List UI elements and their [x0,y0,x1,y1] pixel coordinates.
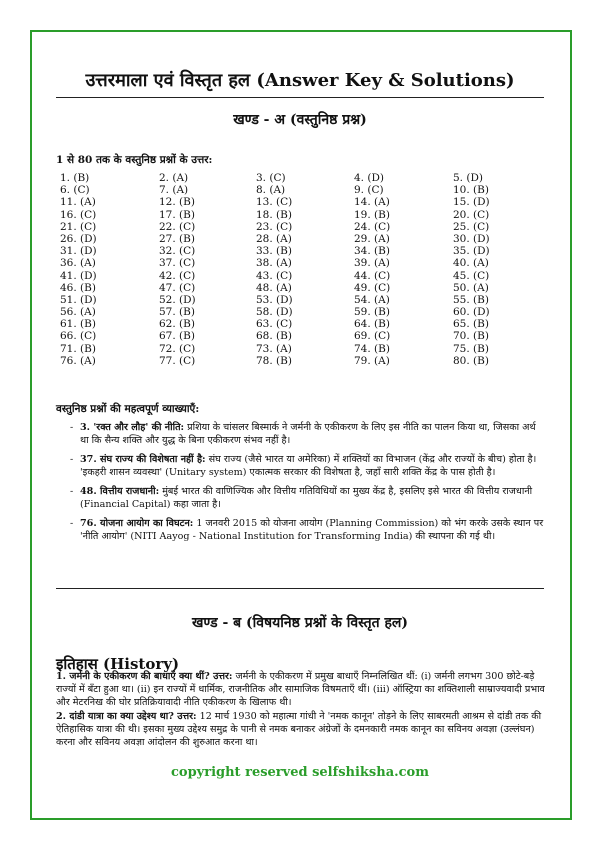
explanation-item [70,453,546,479]
answer-item: 7. (A) [159,184,189,197]
answer-item: 46. (B) [60,281,96,294]
answer-item: 35. (D) [453,245,490,258]
answer-item: 26. (D) [60,232,97,245]
answer-item: 22. (C) [159,220,196,233]
answer-item: 61. (B) [60,318,96,331]
answer-item: 10. (B) [453,184,489,197]
history-title: इतिहास (History) [56,655,180,673]
answer-item: 23. (C) [256,220,293,233]
answer-item: 3. (C) [256,172,286,184]
bullet-dash: - [70,454,74,465]
copyright-footer: copyright reserved selfshiksha.com [171,765,429,780]
answer-item: 42. (C) [159,269,196,282]
question-2-answer: 12 मार्च 1930 को महात्मा गांधी ने 'नमक कानून' तोड़ने के लिए साबरमती आश्रम से दांडी तक की ऐतिहासिक यात्रा की थी। इसका मुख्य उद्देश्य समुद्र के पानी से नमक बनाकर अंग्रेजों के दमनकारी नमक कानून का सविनय अवज्ञा (उल्लंघन) करना और सविनय अवज्ञा आंदोलन की शुरुआत करना था। [56,711,542,748]
answer-item: 38. (A) [256,257,292,270]
answer-item: 11. (A) [60,196,96,209]
answer-item: 79. (A) [354,354,390,367]
answer-item: 28. (A) [256,232,292,245]
divider [56,588,544,589]
answer-item: 25. (C) [453,220,490,233]
explanation-item [70,485,546,511]
answer-item: 50. (A) [453,281,489,294]
answer-item: 12. (B) [159,196,195,209]
page-title: उत्तरमाला एवं विस्तृत हल (Answer Key & Solutions) [85,70,515,91]
answer-item: 64. (B) [354,318,390,331]
explanations-heading: वस्तुनिष्ठ प्रश्नों की महत्वपूर्ण व्याख्याएँ: [56,403,200,415]
divider [56,97,544,98]
answer-item: 65. (B) [453,318,489,331]
explanation-item [70,517,546,543]
explanation-label: 3. 'रक्त और लौह' की नीति: [80,422,185,433]
answer-item: 78. (B) [256,354,292,367]
section-b-heading: खण्ड - ब (विषयनिष्ठ प्रश्नों के विस्तृत हल) [191,615,408,631]
explanation-text [80,485,546,511]
explanation-body: प्रशिया के चांसलर बिस्मार्क ने जर्मनी के एकीकरण के लिए इस नीति का पालन किया था, जिसका अर्थ था कि सैन्य शक्ति और युद्ध के बिना एकीकरण संभव नहीं है। [80,422,536,446]
explanation-text [80,453,546,479]
question-2-prompt: 2. दांडी यात्रा का क्या उद्देश्य था? उत्तर: [56,711,197,722]
answer-item: 70. (B) [453,330,489,343]
explanation-body: 1 जनवरी 2015 को योजना आयोग (Planning Commission) को भंग करके उसके स्थान पर 'नीति आयोग' (NITI Aayog - National Institution for Transforming India) की स्थापना की गई थी। [80,518,544,542]
answer-item: 49. (C) [354,281,391,294]
answer-item: 39. (A) [354,257,390,270]
answer-item: 18. (B) [256,208,292,221]
answer-item: 20. (C) [453,208,490,221]
answer-item: 57. (B) [159,306,195,319]
answer-item: 8. (A) [256,184,286,197]
answer-item: 54. (A) [354,293,390,306]
answer-item: 5. (D) [453,172,483,184]
bullet-dash: - [70,486,74,497]
explanation-text [80,517,546,543]
answer-item: 36. (A) [60,257,96,270]
answer-item: 24. (C) [354,220,391,233]
answer-item: 14. (A) [354,196,390,209]
question-2 [56,710,546,749]
answer-item: 76. (A) [60,354,96,367]
answer-item: 16. (C) [60,208,97,221]
answer-item: 4. (D) [354,172,384,184]
answer-item: 60. (D) [453,306,490,319]
answer-item: 55. (B) [453,293,489,306]
answer-item: 67. (B) [159,330,195,343]
explanation-body: संघ राज्य (जैसे भारत या अमेरिका) में शक्तियों का विभाजन (केंद्र और राज्यों के बीच) होता है। 'इकहरी शासन व्यवस्था' (Unitary system) एकात्मक सरकार की विशेषता है, जहाँ सारी शक्ति केंद्र के पास होती है। [80,454,537,478]
answer-item: 13. (C) [256,196,293,209]
answer-item: 80. (B) [453,354,489,367]
answer-item: 40. (A) [453,257,489,270]
answer-item: 9. (C) [354,184,384,197]
answer-item: 75. (B) [453,342,489,355]
explanation-label: 48. वित्तीय राजधानी: [80,486,160,497]
answer-item: 1. (B) [60,172,90,184]
answer-item: 31. (D) [60,245,97,258]
question-1-prompt: 1. जर्मनी के एकीकरण की बाधाएँ क्या थीं? उत्तर: [56,671,233,682]
explanations-list [70,421,546,549]
answer-item: 71. (B) [60,342,96,355]
answer-item: 27. (B) [159,232,195,245]
answer-item: 21. (C) [60,220,97,233]
answer-item: 52. (D) [159,293,196,306]
answer-item: 41. (D) [60,269,97,282]
answer-item: 62. (B) [159,318,195,331]
answer-item: 58. (D) [256,306,293,319]
answer-item: 74. (B) [354,342,390,355]
explanation-label: 76. योजना आयोग का विघटन: [80,518,194,529]
explanation-body: मुंबई भारत की वाणिज्यिक और वित्तीय गतिविधियों का मुख्य केंद्र है, इसलिए इसे भारत की वित्तीय राजधानी (Financial Capital) कहा जाता है। [80,486,533,510]
answer-item: 72. (C) [159,342,196,355]
answer-item: 68. (B) [256,330,292,343]
explanation-item [70,421,546,447]
answer-item: 47. (C) [159,281,196,294]
section-a-heading: खण्ड - अ (वस्तुनिष्ठ प्रश्न) [233,112,367,128]
answers-heading: 1 से 80 तक के वस्तुनिष्ठ प्रश्नों के उत्तर: [56,154,213,166]
answer-item: 32. (C) [159,245,196,258]
answer-item: 63. (C) [256,318,293,331]
answer-item: 45. (C) [453,269,490,282]
answer-item: 73. (A) [256,342,292,355]
answer-item: 59. (B) [354,306,390,319]
answer-item: 43. (C) [256,269,293,282]
answer-item: 51. (D) [60,293,97,306]
answer-item: 66. (C) [60,330,97,343]
answer-item: 44. (C) [354,269,391,282]
answer-item: 56. (A) [60,306,96,319]
answer-item: 48. (A) [256,281,292,294]
question-1-answer: जर्मनी के एकीकरण में प्रमुख बाधाएँ निम्नलिखित थीं: (i) जर्मनी लगभग 300 छोटे-बड़े राज्यों में बँटा हुआ था। (ii) इन राज्यों में धार्मिक, राजनीतिक और सामाजिक विषमताएँ थीं। (iii) ऑस्ट्रिया का शक्तिशाली साम्राज्यवादी प्रभाव और मेटरनिख की घोर प्रतिक्रियावादी नीति एकीकरण के खिलाफ थी। [56,671,545,708]
answer-item: 30. (D) [453,232,490,245]
answer-item: 17. (B) [159,208,195,221]
answer-item: 15. (D) [453,196,490,209]
answer-item: 69. (C) [354,330,391,343]
answer-item: 33. (B) [256,245,292,258]
answer-item: 77. (C) [159,354,196,367]
question-1 [56,670,546,709]
explanation-label: 37. संघ राज्य की विशेषता नहीं है: [80,454,206,465]
answer-item: 29. (A) [354,232,390,245]
answer-grid [60,172,530,367]
answer-item: 2. (A) [159,172,189,184]
answer-item: 6. (C) [60,184,90,197]
explanation-text [80,421,546,447]
answer-item: 37. (C) [159,257,196,270]
bullet-dash: - [70,422,74,433]
answer-item: 34. (B) [354,245,390,258]
answer-item: 53. (D) [256,293,293,306]
bullet-dash: - [70,518,74,529]
answer-item: 19. (B) [354,208,390,221]
